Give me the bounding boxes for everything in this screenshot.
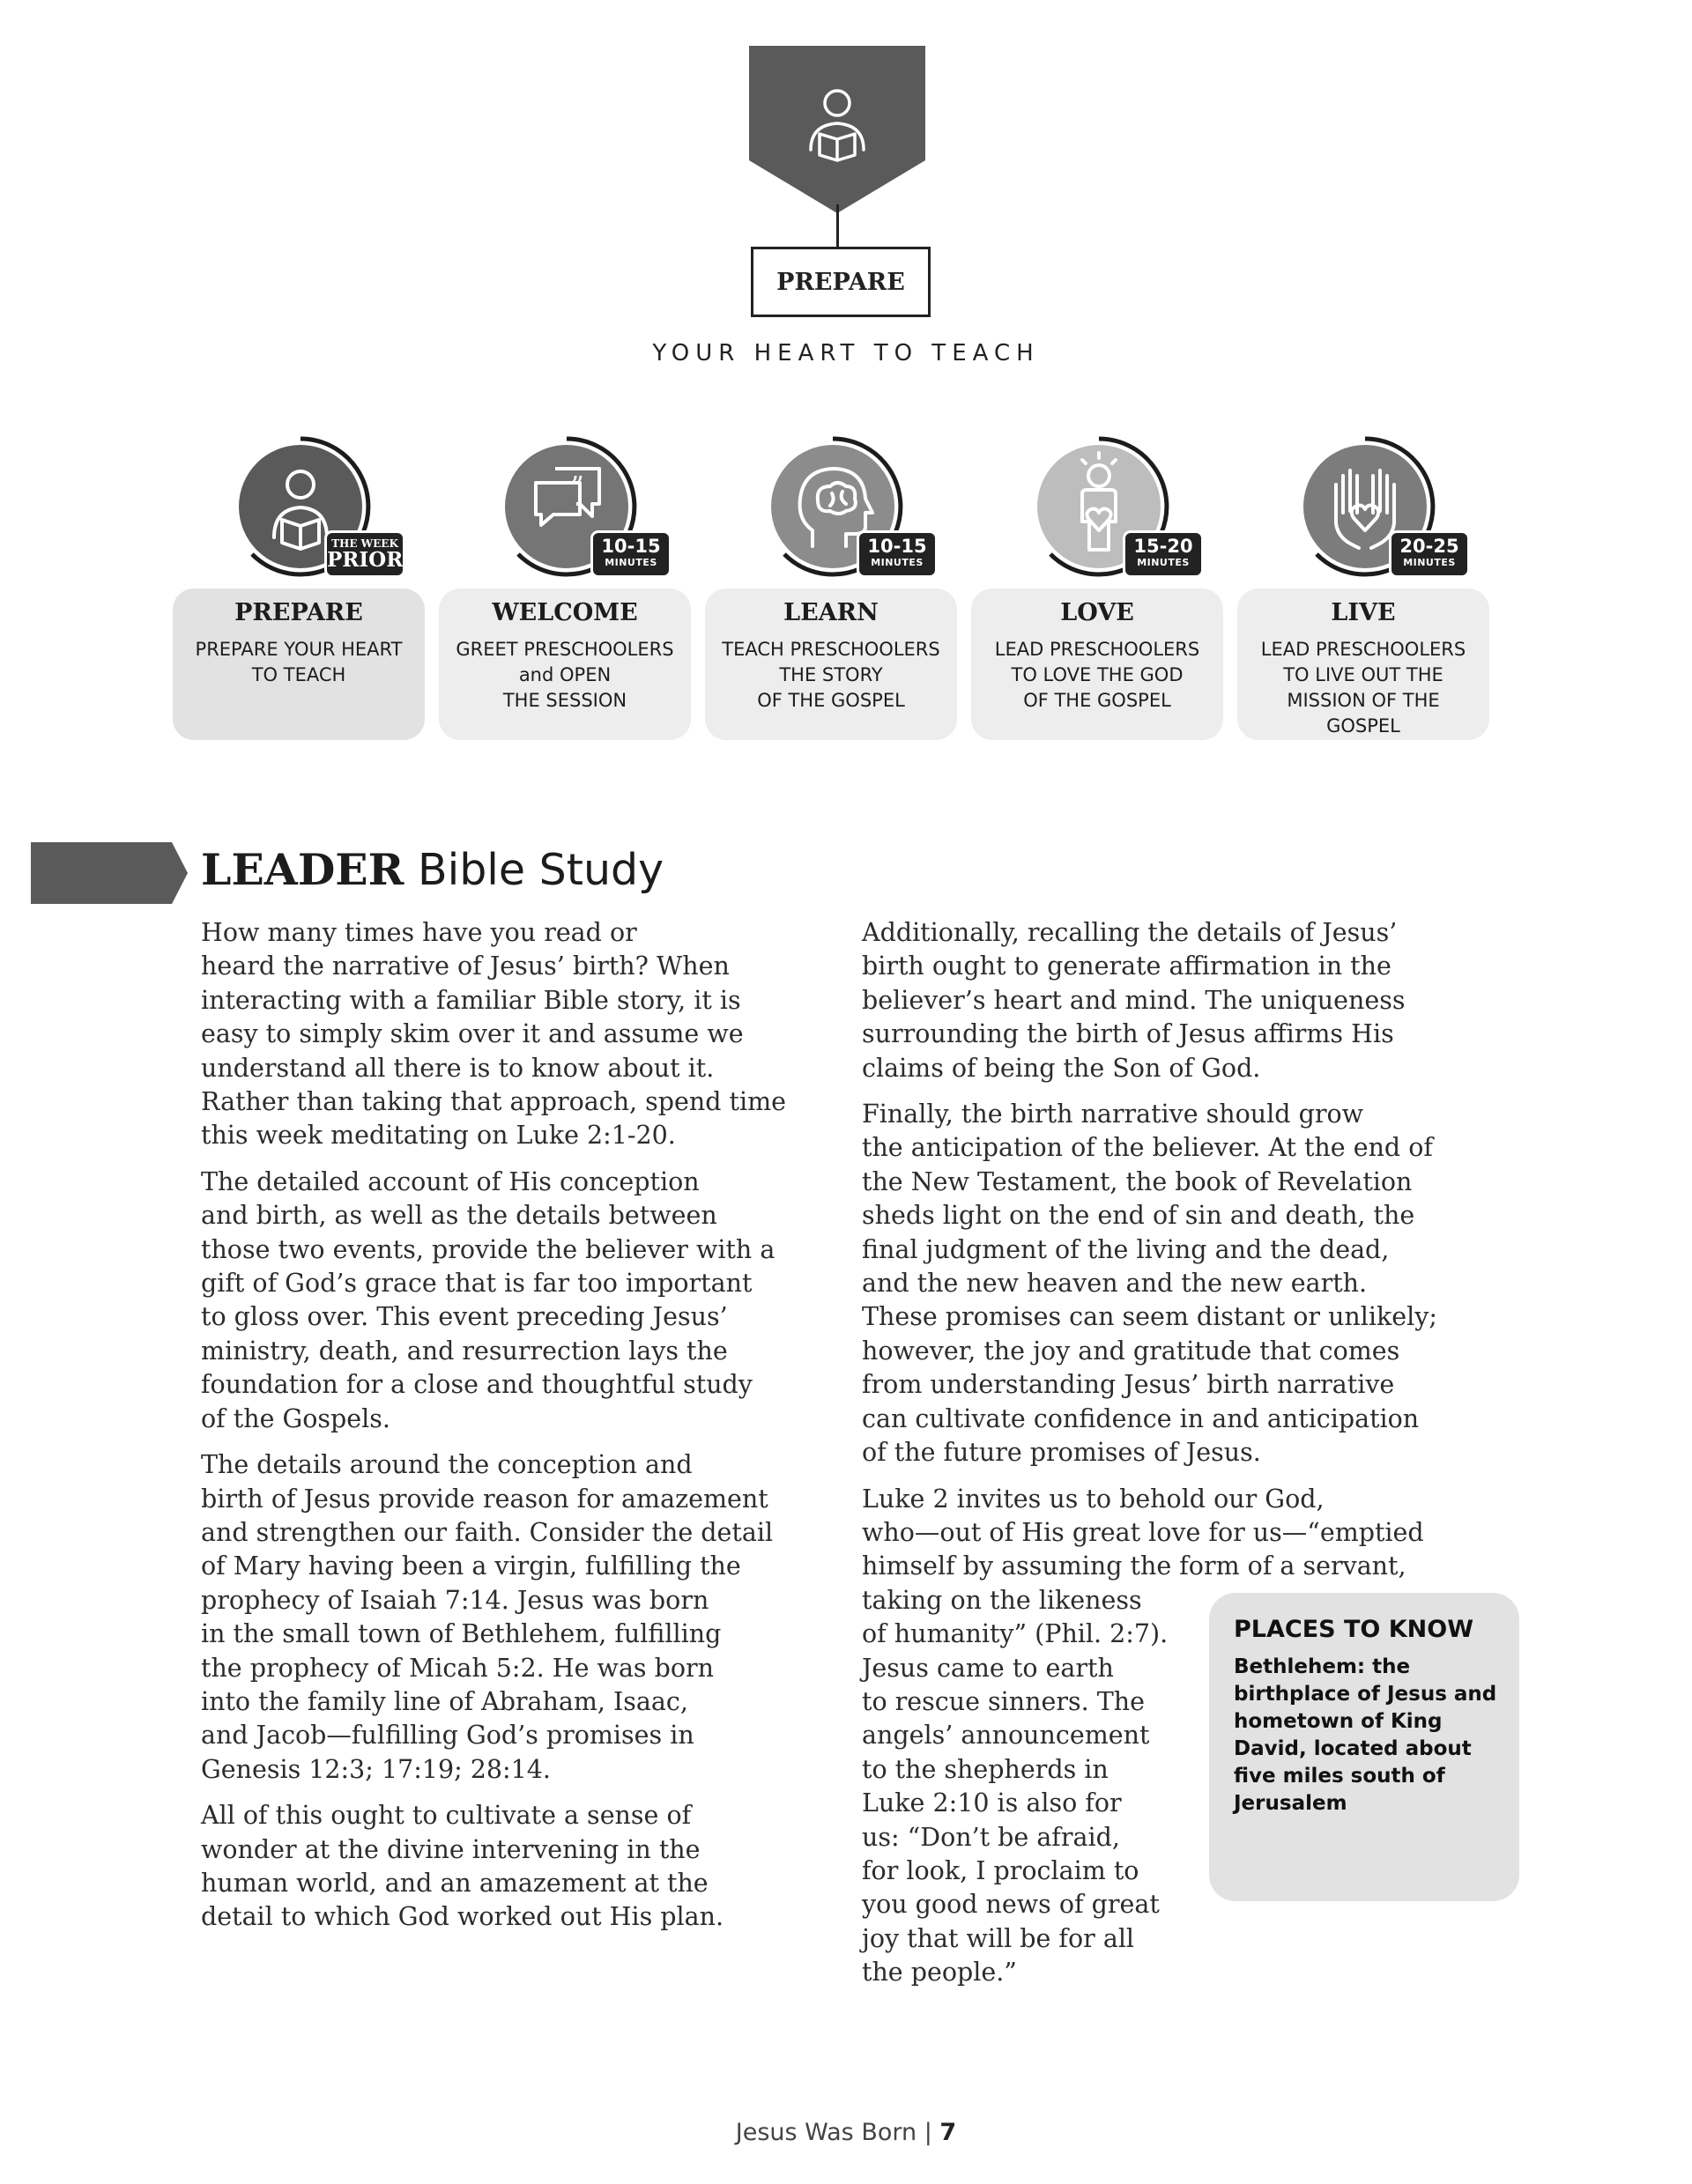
step-welcome <box>439 432 691 740</box>
step-title: PREPARE <box>234 599 363 626</box>
heading-light: Bible Study <box>417 845 664 895</box>
step-card <box>971 589 1223 740</box>
step-card <box>705 589 957 740</box>
step-description: LEAD PRESCHOOLERS TO LIVE OUT THE MISSION OF THE GOSPEL <box>1260 639 1466 737</box>
places-to-know-box <box>1209 1593 1519 1901</box>
step-prepare <box>173 432 425 740</box>
paragraph: How many times have you read or heard the narrative of Jesus’ birth? When interacting with a familiar Bible story, it is easy to simply skim over it and assume we understand all there is to know about it. Rather than taking that approach, spend time this week meditating on Luke 2:1-20. <box>201 918 787 1151</box>
step-title: WELCOME <box>492 599 638 626</box>
step-title: LIVE <box>1331 599 1396 626</box>
place-definition: the birthplace of Jesus and hometown of King David, located about five miles south of Jerusalem <box>1234 1655 1497 1815</box>
badge-top-text: THE WEEK <box>331 537 398 550</box>
step-description: GREET PRESCHOOLERS and OPEN THE SESSION <box>456 639 674 711</box>
badge-top-text: 10-15 <box>601 536 661 557</box>
paragraph: The details around the conception and birth of Jesus provide reason for amazement and strengthen our faith. Consider the detail of Mary having been a virgin, fulfilling the prophecy of Isaiah 7:14. Jesus was born in the small town of Bethlehem, fulfilling the prophecy of Micah 5:2. He was born into the family line of Abraham, Isaac, and Jacob—fulfilling God’s promises in Genesis 12:3; 17:19; 28:14. <box>201 1450 774 1784</box>
banner-connector <box>836 204 839 248</box>
duration-badge <box>1123 530 1204 578</box>
footer-separator: | <box>924 2119 932 2146</box>
footer-title: Jesus Was Born <box>735 2119 917 2146</box>
place-term: Bethlehem: <box>1234 1655 1366 1678</box>
banner-pennant <box>749 46 925 213</box>
duration-badge <box>1389 530 1470 578</box>
step-love <box>971 432 1223 740</box>
step-card <box>173 589 425 740</box>
section-heading <box>201 844 664 895</box>
duration-badge <box>590 530 672 578</box>
prepare-box: PREPARE <box>751 247 931 317</box>
step-card <box>1237 589 1489 740</box>
badge-bottom-text: MINUTES <box>871 557 924 568</box>
places-entry <box>1234 1654 1498 1818</box>
heading-bold: LEADER <box>201 844 404 895</box>
svg-text:”: ” <box>570 471 584 502</box>
page-footer <box>582 2119 1110 2146</box>
step-title: LEARN <box>783 599 879 626</box>
badge-top-text: 10-15 <box>867 536 927 557</box>
badge-bottom-text: MINUTES <box>1137 557 1190 568</box>
paragraph: Additionally, recalling the details of Jesus’ birth ought to generate affirmation in the believer’s heart and mind. The uniqueness surrounding the birth of Jesus affirms His claims of being the Son of God. <box>862 918 1406 1083</box>
badge-top-text: 20-25 <box>1399 536 1459 557</box>
step-card <box>439 589 691 740</box>
step-description: LEAD PRESCHOOLERS TO LOVE THE GOD OF THE GOSPEL <box>994 639 1200 711</box>
step-description: PREPARE YOUR HEART TO TEACH <box>195 639 403 685</box>
paragraph: The detailed account of His conception and birth, as well as the details between those two events, provide the believer with a gift of God’s grace that is far too important to gloss over. This event preceding Jesus’ ministry, death, and resurrection lays the foundation for a close and thoughtful study of the Gospels. <box>201 1166 776 1433</box>
places-title: PLACES TO KNOW <box>1234 1616 1474 1643</box>
step-live <box>1237 432 1489 740</box>
duration-badge <box>324 530 405 578</box>
duration-badge <box>857 530 938 578</box>
step-title: LOVE <box>1060 599 1134 626</box>
left-column <box>201 916 844 1947</box>
section-arrow <box>31 842 188 904</box>
badge-bottom-text: MINUTES <box>605 557 657 568</box>
badge-bottom-text: PRIOR <box>327 548 404 572</box>
paragraph: All of this ought to cultivate a sense of wonder at the divine intervening in the human world, and an amazement at the detail to which God worked out His plan. <box>201 1801 724 1932</box>
badge-top-text: 15-20 <box>1133 536 1193 557</box>
paragraph: Luke 2 invites us to behold our God, who—out of His great love for us—“emptied himself by assuming the form of a servant, taking on the likeness of humanity” (Phil. 2:7). Jesus came to earth to rescue sinners. The angels’ announcement to the shepherds in Luke 2:10 is also for us: “Don’t be afraid, for look, I proclaim to you good news of great joy that will be for all the people.” <box>862 1484 1424 1988</box>
prepare-subtitle: YOUR HEART TO TEACH <box>652 340 1040 366</box>
paragraph: Finally, the birth narrative should grow the anticipation of the believer. At the end of the New Testament, the book of Revelation sheds light on the end of sin and death, the final judgment of the living and the dead, and the new heaven and the new earth. These promises can seem distant or unlikely; however, the joy and gratitude that comes from understanding Jesus’ birth narrative can cultivate confidence in and anticipation of the future promises of Jesus. <box>862 1099 1437 1468</box>
step-learn <box>705 432 957 740</box>
badge-bottom-text: MINUTES <box>1403 557 1456 568</box>
step-description: TEACH PRESCHOOLERS THE STORY OF THE GOSPEL <box>722 639 940 711</box>
page-number: 7 <box>939 2119 957 2146</box>
